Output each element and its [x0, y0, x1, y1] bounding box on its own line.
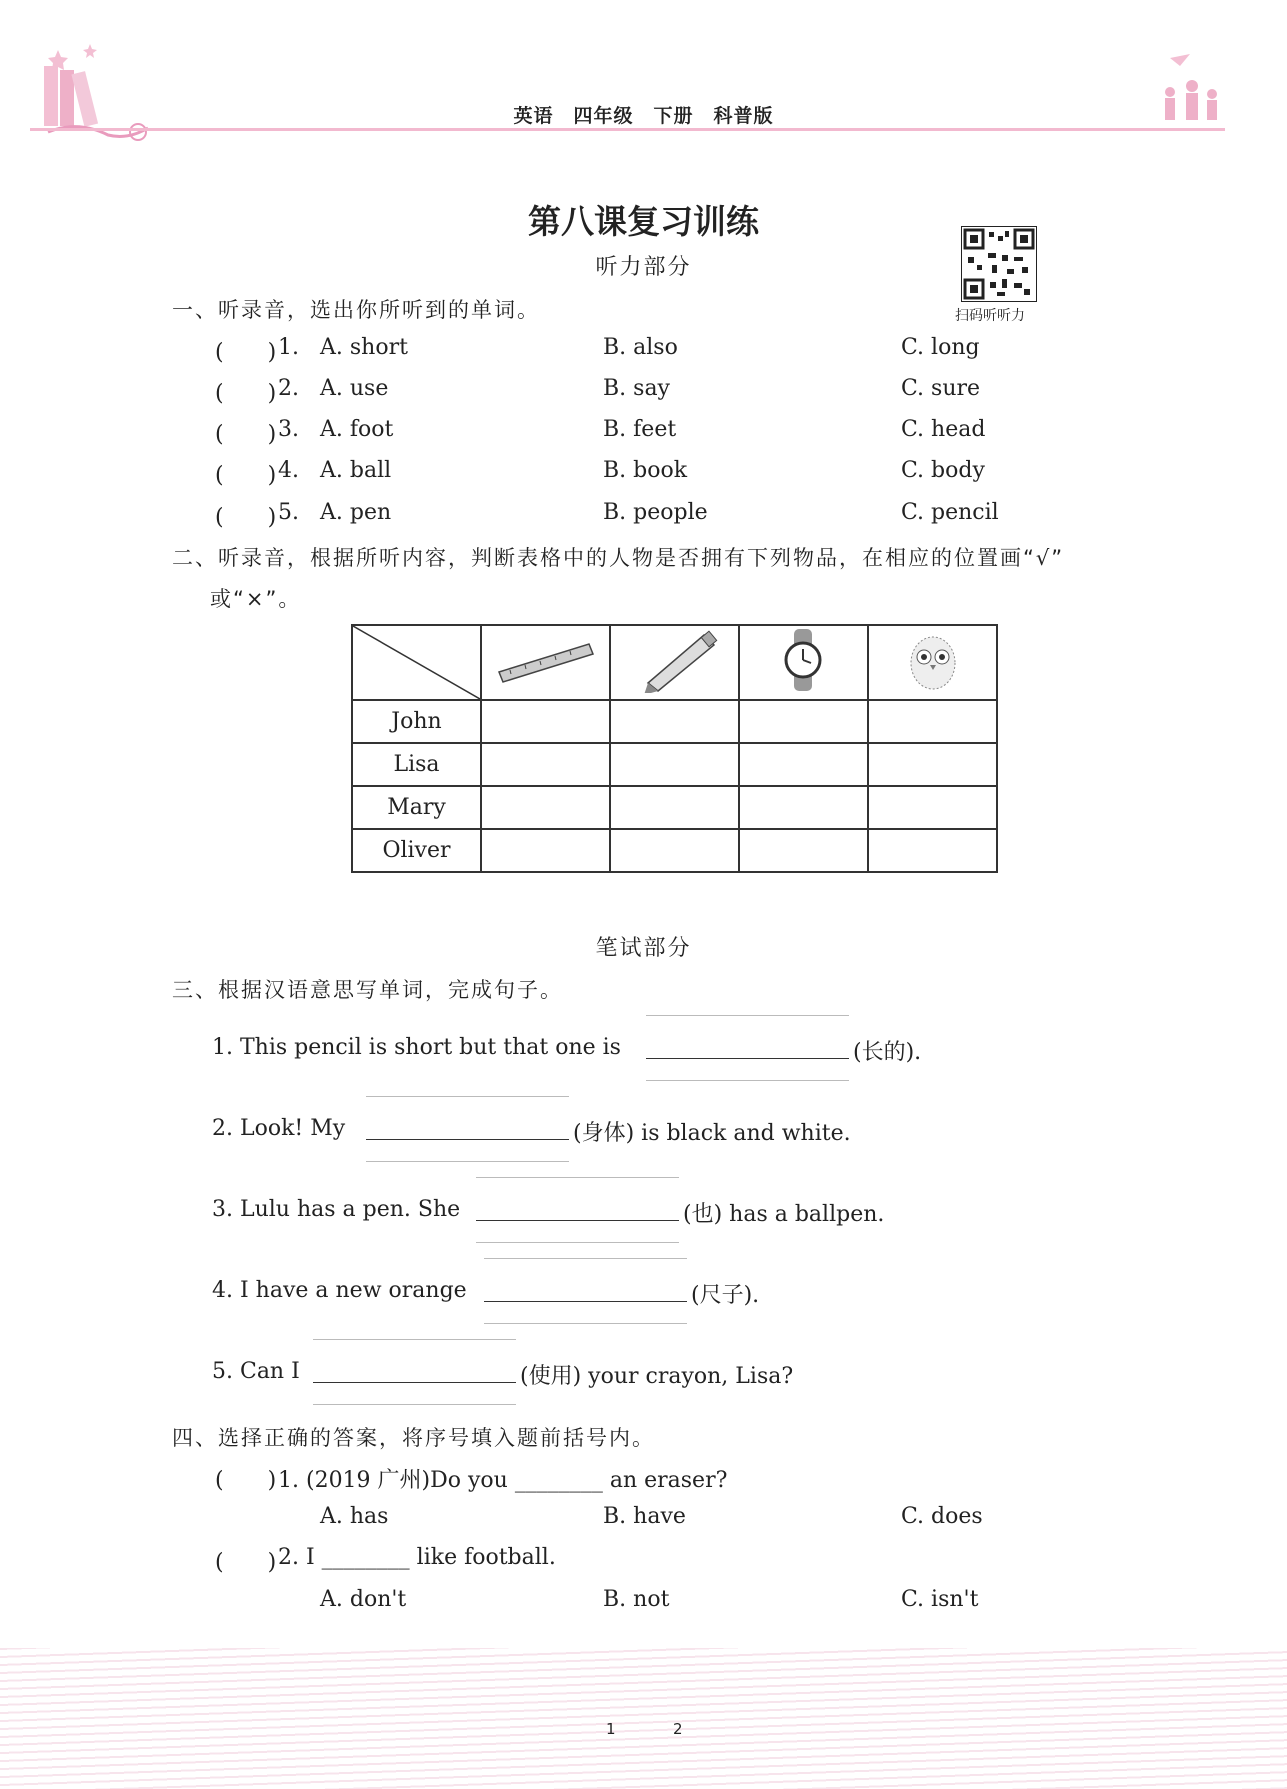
watch-image [739, 625, 868, 700]
sentence-1-end: (长的). [853, 1040, 922, 1065]
page-title: 第八课复习训练 [528, 202, 759, 241]
blank-4[interactable] [484, 1279, 687, 1302]
question-number: 3. [278, 417, 299, 442]
diagonal-line [353, 626, 480, 699]
answer-paren[interactable]: ( ) [215, 381, 277, 406]
section-1-heading: 一、听录音，选出你所听到的单词。 [172, 298, 540, 322]
answer-cell[interactable] [739, 829, 868, 872]
header-decoration-books [38, 40, 158, 150]
guide-line [476, 1242, 679, 1243]
option-a: A. don't [320, 1587, 407, 1612]
option-b: B. people [603, 500, 708, 525]
question-number: 5. [278, 500, 299, 525]
listening-title: 听力部分 [595, 255, 692, 280]
owl-toy-image [868, 625, 997, 700]
table-corner [352, 625, 481, 700]
question-stem: 1. (2019 广州)Do you ________ an eraser? [278, 1468, 728, 1493]
sentence-4-start: 4. I have a new orange [212, 1278, 467, 1303]
answer-cell[interactable] [868, 829, 997, 872]
header-rule [30, 128, 1225, 131]
guide-line [484, 1258, 687, 1259]
guide-line [484, 1323, 687, 1324]
row-name-mary: Mary [352, 786, 481, 829]
sentence-2-end: (身体) is black and white. [573, 1121, 851, 1146]
blank-2[interactable] [366, 1117, 569, 1140]
option-b: B. have [603, 1504, 686, 1529]
answer-cell[interactable] [481, 829, 610, 872]
section-2-heading: 二、听录音，根据所听内容，判断表格中的人物是否拥有下列物品，在相应的位置画“√” [172, 546, 1065, 570]
option-c: C. long [901, 335, 980, 360]
guide-line [366, 1161, 569, 1162]
guide-line [646, 1015, 849, 1016]
sentence-3-end: (也) has a ballpen. [683, 1202, 885, 1227]
answer-cell[interactable] [868, 700, 997, 743]
pencil-image [610, 625, 739, 700]
option-b: B. feet [603, 417, 677, 442]
option-b: B. also [603, 335, 678, 360]
option-c: C. does [901, 1504, 983, 1529]
answer-cell[interactable] [481, 743, 610, 786]
answer-paren[interactable]: ( ) [215, 463, 277, 488]
qr-code [961, 226, 1037, 302]
answer-cell[interactable] [739, 743, 868, 786]
answer-cell[interactable] [481, 700, 610, 743]
option-a: A. foot [320, 417, 394, 442]
page-number-left: 1 [606, 1720, 616, 1738]
answer-paren[interactable]: ( ) [215, 340, 277, 365]
guide-line [313, 1404, 516, 1405]
option-a: A. short [320, 335, 408, 360]
qr-code-icon [962, 227, 1036, 301]
row-name-lisa: Lisa [352, 743, 481, 786]
qr-caption: 扫码听听力 [955, 308, 1025, 324]
option-b: B. say [603, 376, 670, 401]
option-a: A. ball [320, 458, 392, 483]
answer-cell[interactable] [868, 743, 997, 786]
option-a: A. use [320, 376, 389, 401]
answer-paren[interactable]: ( ) [215, 1468, 277, 1493]
option-c: C. pencil [901, 500, 999, 525]
row-name-john: John [352, 700, 481, 743]
watch-icon [764, 627, 844, 693]
answer-cell[interactable] [610, 743, 739, 786]
blank-5[interactable] [313, 1360, 516, 1383]
option-c: C. sure [901, 376, 981, 401]
answer-cell[interactable] [481, 786, 610, 829]
guide-line [476, 1177, 679, 1178]
pencil-icon [620, 627, 730, 693]
footer-decoration [0, 1648, 1287, 1789]
section-4-heading: 四、选择正确的答案，将序号填入题前括号内。 [172, 1426, 655, 1450]
question-stem: 2. I ________ like football. [278, 1545, 556, 1570]
section-2-heading-cont: 或“×”。 [210, 587, 302, 611]
writing-title: 笔试部分 [595, 936, 692, 961]
answer-cell[interactable] [868, 786, 997, 829]
sentence-3-start: 3. Lulu has a pen. She [212, 1197, 461, 1222]
row-name-oliver: Oliver [352, 829, 481, 872]
blank-1[interactable] [646, 1036, 849, 1059]
sentence-5-start: 5. Can I [212, 1359, 300, 1384]
option-b: B. not [603, 1587, 670, 1612]
answer-cell[interactable] [739, 786, 868, 829]
option-c: C. isn't [901, 1587, 979, 1612]
ruler-icon [491, 630, 601, 690]
ruler-image [481, 625, 610, 700]
header-title: 英语 四年级 下册 科普版 [513, 105, 774, 127]
option-b: B. book [603, 458, 688, 483]
answer-cell[interactable] [610, 786, 739, 829]
section-3-heading: 三、根据汉语意思写单词，完成句子。 [172, 978, 563, 1002]
blank-3[interactable] [476, 1198, 679, 1221]
option-a: A. has [320, 1504, 389, 1529]
question-number: 1. [278, 335, 299, 360]
answer-cell[interactable] [739, 700, 868, 743]
answer-paren[interactable]: ( ) [215, 505, 277, 530]
option-c: C. body [901, 458, 985, 483]
guide-line [646, 1080, 849, 1081]
answer-paren[interactable]: ( ) [215, 1550, 277, 1575]
guide-line [313, 1339, 516, 1340]
option-c: C. head [901, 417, 986, 442]
answer-paren[interactable]: ( ) [215, 422, 277, 447]
question-number: 4. [278, 458, 299, 483]
option-a: A. pen [320, 500, 392, 525]
sentence-1-start: 1. This pencil is short but that one is [212, 1035, 621, 1060]
answer-cell[interactable] [610, 700, 739, 743]
guide-line [366, 1096, 569, 1097]
sentence-4-end: (尺子). [691, 1283, 760, 1308]
answer-cell[interactable] [610, 829, 739, 872]
owl-toy-icon [893, 627, 973, 693]
answer-table [351, 624, 998, 873]
page-number-right: 2 [673, 1720, 683, 1738]
sentence-5-end: (使用) your crayon, Lisa? [520, 1364, 794, 1389]
question-number: 2. [278, 376, 299, 401]
sentence-2-start: 2. Look! My [212, 1116, 346, 1141]
